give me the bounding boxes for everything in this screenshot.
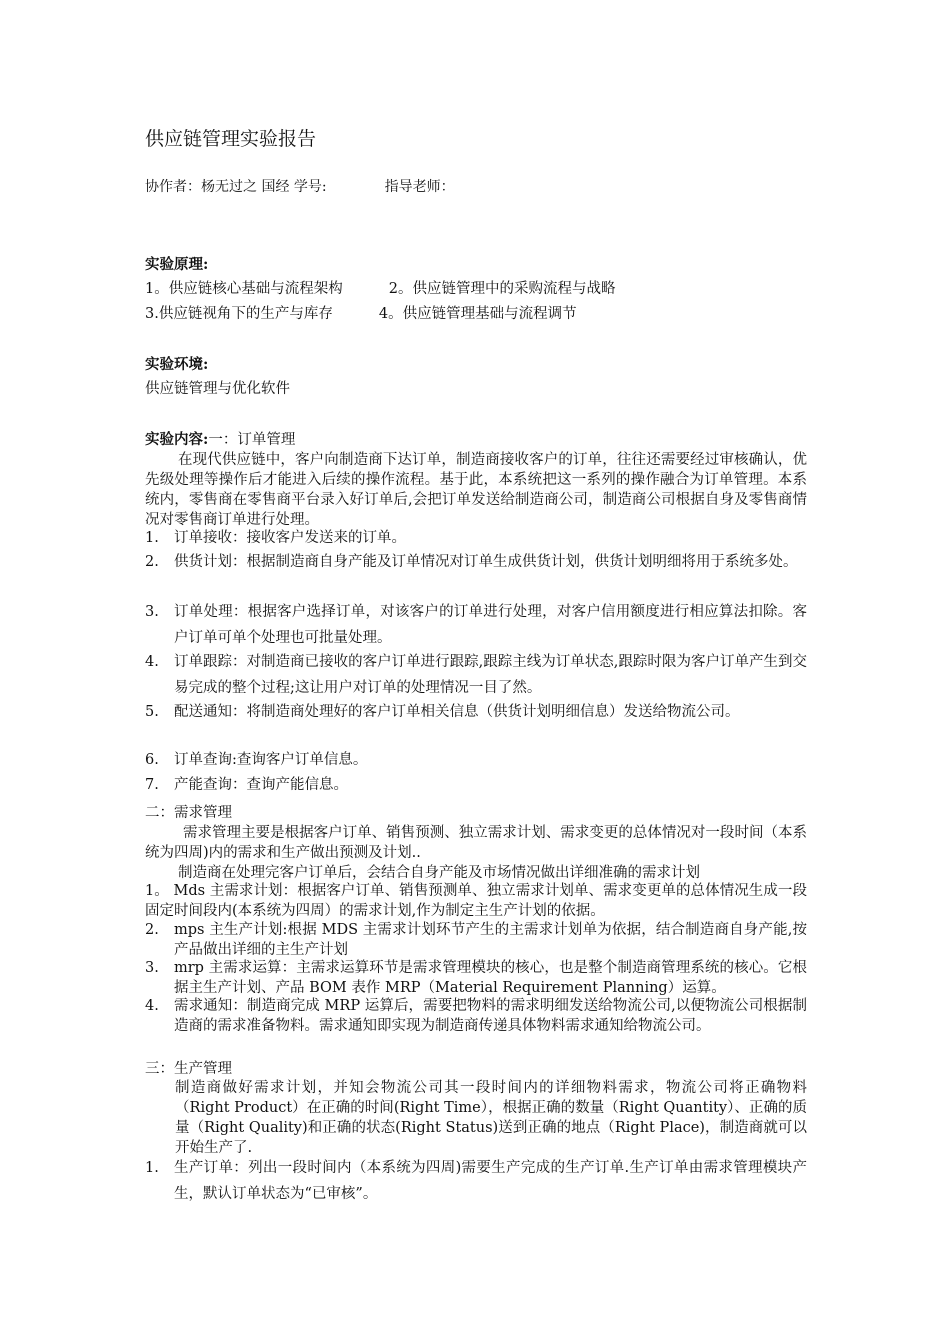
principle-heading: 实验原理: [145, 256, 209, 273]
section-1-intro: 在现代供应链中，客户向制造商下达订单，制造商接收客户的订单，往往还需要经过审核确认，优先级处理等操作后才能进入后续的操作流程。基于此，本系统把这一系列的操作融合为订单管理。本系统内，零售商在零售商平台录入好订单后,会把订单发送给制造商公司，制造商公司根据自身及零售商情况对零售商订单进行处理。 [145, 452, 807, 528]
principle-item-4: 4。供应链管理基础与流程调节 [378, 306, 577, 322]
author-line [145, 176, 455, 196]
principle-item-2: 2。供应链管理中的采购流程与战略 [388, 281, 616, 297]
section-2-paragraph-1: 需求管理主要是根据客户订单、销售预测、独立需求计划、需求变更的总体情况对一段时间（本系统为四周)内的需求和生产做出预测及计划.. [145, 825, 807, 861]
section-2-title: 二：需求管理 [145, 805, 232, 821]
section-2-item-1: 1。 Mds 主需求计划：根据客户订单、销售预测单、独立需求计划单、需求变更单的总体情况生成一段固定时间段内(本系统为四周）的需求计划,作为制定主生产计划的依据。 [145, 883, 807, 919]
advisor-text: 指导老师： [384, 179, 455, 195]
page-title: 供应链管理实验报告 [145, 128, 317, 150]
principle-row-2 [145, 302, 577, 323]
environment-text: 供应链管理与优化软件 [145, 381, 290, 397]
section-3-title: 三：生产管理 [145, 1061, 232, 1077]
principle-row-1 [145, 277, 615, 298]
document-page: 供应链管理实验报告 协作者：杨无过之 国经 学号: 指导老师： 实验原理: 1。供应链核心基础与流程架构 2。供应链管理中的采购流程与战略 3.供应链视角下的生产与库存 4。供应链管理基础与流程调节 实验环境: 供应链管理与优化软件 实验内容:一：订单管理 在现代供应链中，客户向制造商下达订单，制造商接收客户的订单，往往还需要经过审核确认，优先级处理等操作后才能进入后续的操作流程。基于此，本系统把这一系列的操作融合为订单管理。本系统内，零售商在零售商平台录入好订单后,会把订单发送给制造商公司，制造商公司根据自身及零售商情况对零售商订单进行处理。 1. 订单接收：接收客户发送来的订单。 2. 供货计划：根据制造商自身产能及订单情况对订单生成供货计划，供货计划明细将用于系统多处。 3. 订单处理：根据客户选择订单，对该客户的订单进行处理，对客户信用额度进行相应算法扣除。客户订单可单个处理也可批量处理。 4. 订单跟踪：对制造商已接收的客户订单进行跟踪,跟踪主线为订单状态,跟踪时限为客户订单产生到交易完成的整个过程;这让用户对订单的处理情况一目了然。 5. 配送通知：将制造商处理好的客户订单相关信息（供货计划明细信息）发送给物流公司。 6. 订单查询:查询客户订单信息。 7. 产能查询：查询产能信息。 二：需求管理 需求管理主要是根据客户订单、销售预测、独立需求计划、需求变更的总体情况对一段时间（本系统为四周)内的需求和生产做出预测及计划.. 制造商在处理完客户订单后，会结合自身产能及市场情况做出详细准确的需求计划 1。 Mds 主需求计划：根据客户订单、销售预测单、独立需求计划单、需求变更单的总体情况生成一段固定时间段内(本系统为四周）的需求计划,作为制定主生产计划的依据。 2. mps 主生产计划:根据 MDS 主需求计划环节产生的主需求计划单为依据，结合制造商自身产能,按产品做出详细的主生产计划 3. mrp 主需求运算：主需求运算环节是需求管理模块的核心，也是整个制造商管理系统的核心。它根据主生产计划、产品 BOM 表作 MRP（Material Requirement Planning）运算。 4. 需求通知：制造商完成 MRP 运算后，需要把物料的需求明细发送给物流公司,以便物流公司根据制造商的需求准备物料。需求通知即实现为制造商传递具体物料需求通知给物流公司。 三：生产管理 制造商做好需求计划，并知会物流公司其一段时间内的详细物料需求，物流公司将正确物料（Right Product）在正确的时间(Right Time），根据正确的数量（Right Quantity）、正确的质量（Right Quality)和正确的状态(Right Status)送到正确的地点（Right Place)，制造商就可以开始生产了. 1. 生产订单：列出一段时间内（本系统为四周)需要生产完成的生产订单.生产订单由需求管理模块产生，默认订单状态为“已审核”。 [0, 0, 950, 1344]
section-2-paragraph-2: 制造商在处理完客户订单后，会结合自身产能及市场情况做出详细准确的需求计划 [178, 865, 700, 881]
principle-item-1: 1。供应链核心基础与流程架构 [145, 281, 343, 297]
content-heading: 实验内容: [145, 431, 209, 448]
environment-heading: 实验环境: [145, 356, 209, 373]
section-3-paragraph: 制造商做好需求计划，并知会物流公司其一段时间内的详细物料需求，物流公司将正确物料（Right Product）在正确的时间(Right Time），根据正确的数量（Right Quantity）、正确的质量（Right Quality)和正确的状态(Right Status)送到正确的地点（Right Place)，制造商就可以开始生产了. [175, 1080, 807, 1156]
section-1-title: 一：订单管理 [208, 432, 296, 448]
content-heading-line [145, 428, 295, 449]
authors-text: 协作者：杨无过之 国经 学号: [145, 179, 327, 195]
principle-item-3: 3.供应链视角下的生产与库存 [145, 306, 333, 322]
